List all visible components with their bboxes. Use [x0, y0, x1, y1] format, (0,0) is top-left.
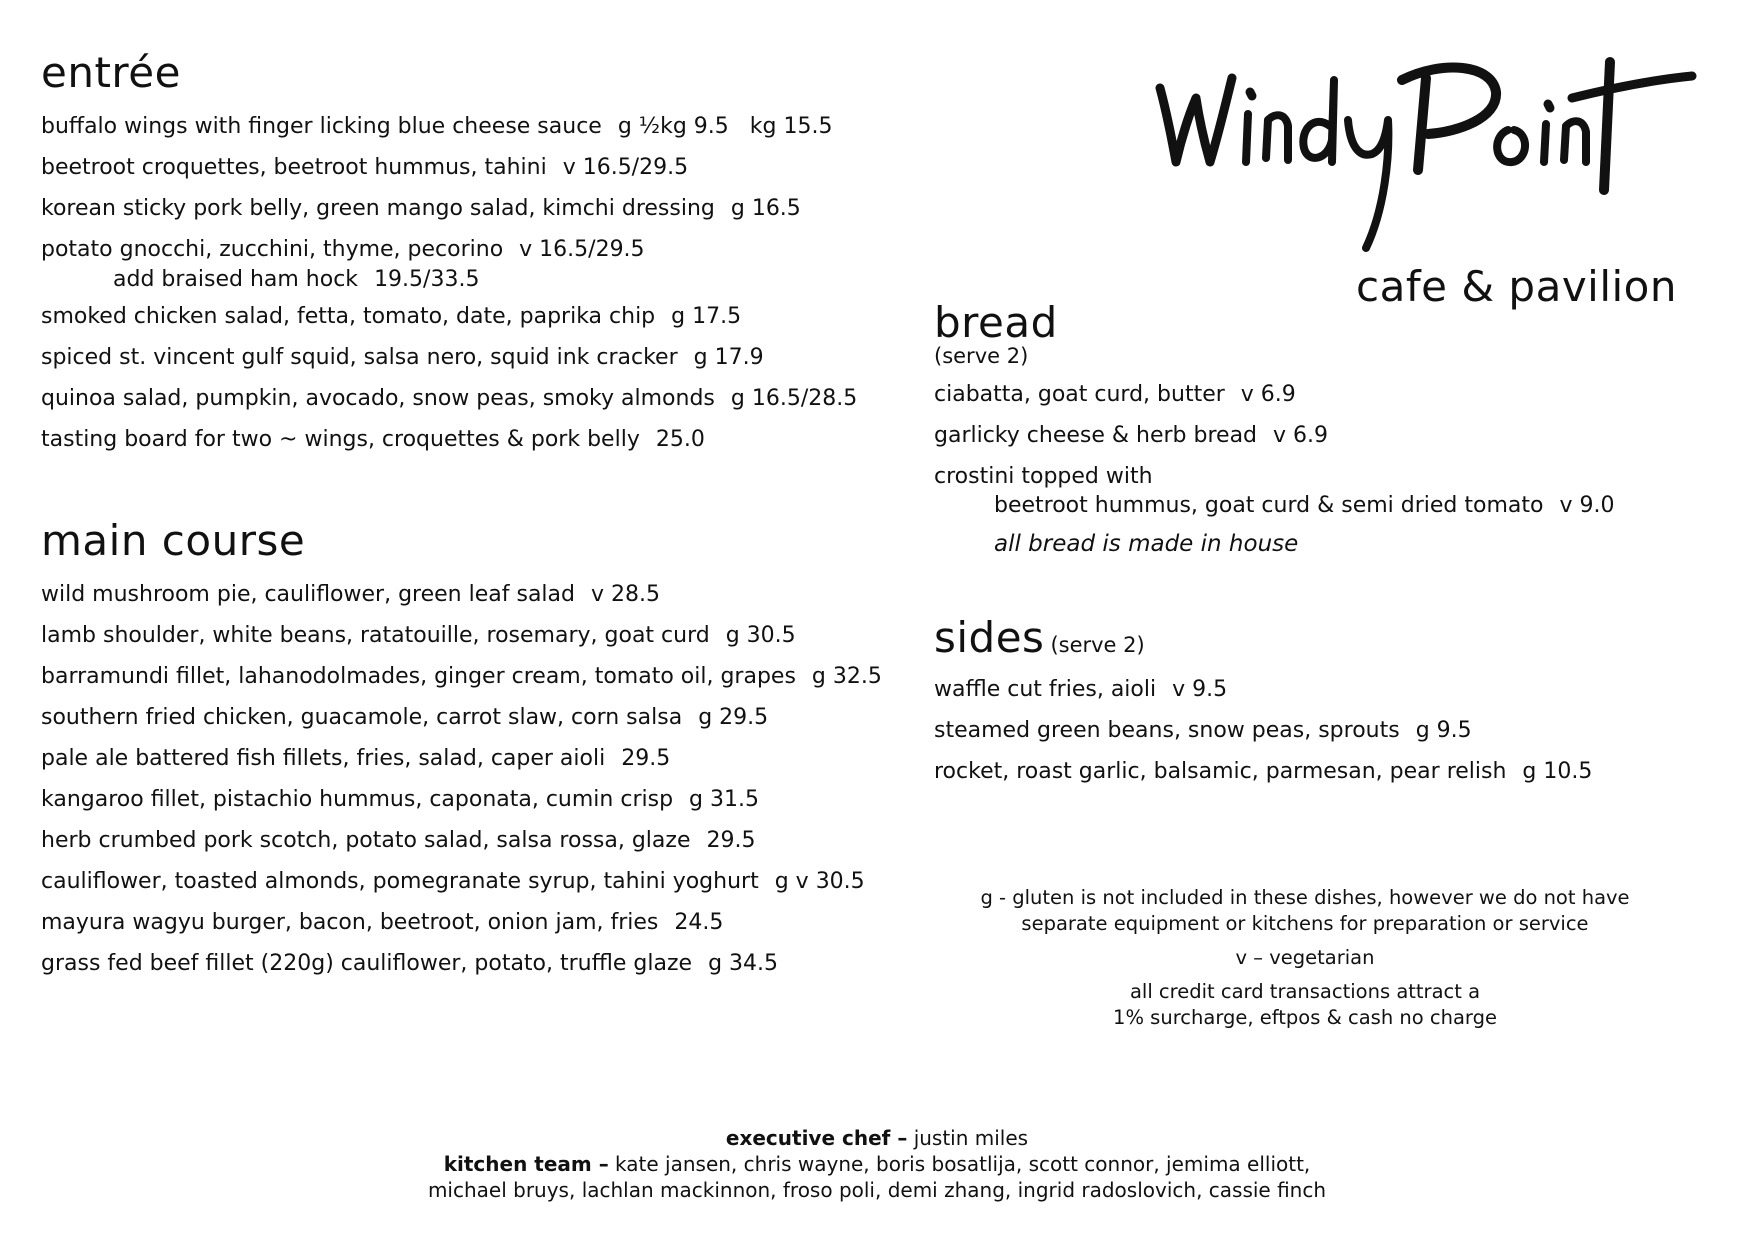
entree-title: entrée: [41, 48, 181, 97]
dish-price: g 17.5: [671, 304, 742, 330]
dish-price: g 32.5: [811, 664, 882, 690]
dish-price: v 6.9: [1273, 423, 1329, 449]
dish-name: pale ale battered fish fillets, fries, salad, caper aioli: [41, 746, 606, 772]
menu-item: [41, 147, 921, 188]
executive-chef-name: justin miles: [913, 1126, 1029, 1150]
menu-item: [41, 779, 921, 820]
dish-name: beetroot hummus, goat curd & semi dried tomato: [994, 493, 1544, 519]
dish-price: g 34.5: [708, 951, 779, 977]
dish-price: g 16.5: [730, 196, 801, 222]
sides-title: sides: [934, 613, 1045, 663]
bread-note: all bread is made in house: [994, 531, 1299, 558]
dish-name: herb crumbed pork scotch, potato salad, salsa rossa, glaze: [41, 828, 691, 854]
dish-name: beetroot croquettes, beetroot hummus, tahini: [41, 155, 547, 181]
sides-heading: [934, 615, 1714, 661]
brand-logo: [1152, 40, 1722, 310]
dish-price: g v 30.5: [774, 869, 865, 895]
right-column: [934, 300, 1714, 792]
addon-name: add braised ham hock: [113, 267, 359, 293]
dish-price: v 9.0: [1559, 493, 1615, 519]
dish-price: v 16.5/29.5: [519, 237, 645, 263]
menu-item: [41, 419, 921, 460]
dish-name: quinoa salad, pumpkin, avocado, snow peas, smoky almonds: [41, 386, 715, 412]
menu-item: [934, 751, 1714, 792]
dish-price: g 16.5/28.5: [730, 386, 858, 412]
executive-chef-label: executive chef –: [725, 1126, 908, 1150]
bread-serve-note: (serve 2): [934, 344, 1029, 369]
dish-price: v 16.5/29.5: [562, 155, 689, 181]
menu-item: [934, 710, 1714, 751]
menu-item: [41, 943, 921, 984]
dish-name: lamb shoulder, white beans, ratatouille, rosemary, goat curd: [41, 623, 710, 649]
menu-item: [41, 656, 921, 697]
dish-name: mayura wagyu burger, bacon, beetroot, onion jam, fries: [41, 910, 659, 936]
dish-price: v 9.5: [1172, 677, 1228, 703]
dish-name: korean sticky pork belly, green mango salad, kimchi dressing: [41, 196, 715, 222]
menu-item: [41, 820, 921, 861]
vegetarian-note: v – vegetarian: [1235, 946, 1375, 969]
menu-item: [934, 374, 1714, 415]
bread-title: bread: [934, 298, 1058, 347]
windy-point-script-logo: [1152, 40, 1722, 260]
main-course-title: main course: [41, 516, 306, 566]
menu-item: [934, 669, 1714, 710]
surcharge-note: [930, 979, 1680, 1031]
gluten-note-line1: g - gluten is not included in these dishes, however we do not have: [980, 886, 1630, 909]
gluten-note-line2: separate equipment or kitchens for preparation or service: [1021, 912, 1589, 935]
addon-price: 19.5/33.5: [374, 267, 480, 293]
kitchen-credits: [0, 1125, 1754, 1203]
menu-item: [41, 188, 921, 229]
main-course-section: [41, 518, 921, 984]
dish-name: grass fed beef fillet (220g) cauliflower, potato, truffle glaze: [41, 951, 693, 977]
dish-name: cauliflower, toasted almonds, pomegranate syrup, tahini yoghurt: [41, 869, 759, 895]
dish-name: wild mushroom pie, cauliflower, green leaf salad: [41, 582, 575, 608]
surcharge-note-line1: all credit card transactions attract a: [1129, 980, 1481, 1003]
menu-item: [41, 574, 921, 615]
surcharge-note-line2: 1% surcharge, eftpos & cash no charge: [1113, 1006, 1497, 1029]
menu-item: [41, 378, 921, 419]
dish-name: tasting board for two ~ wings, croquettes & pork belly: [41, 427, 640, 453]
entree-section: [41, 50, 921, 460]
dish-price: g 10.5: [1522, 759, 1593, 785]
logo-subtitle: cafe & pavilion: [1356, 262, 1677, 311]
dish-name: smoked chicken salad, fetta, tomato, date, paprika chip: [41, 304, 656, 330]
left-column: [41, 50, 921, 984]
dish-name: ciabatta, goat curd, butter: [934, 382, 1225, 408]
menu-item: [41, 106, 921, 147]
bread-section: [934, 300, 1714, 557]
dish-name: kangaroo fillet, pistachio hummus, caponata, cumin crisp: [41, 787, 674, 813]
sides-section: [934, 615, 1714, 792]
dish-name: spiced st. vincent gulf squid, salsa nero, squid ink cracker: [41, 345, 678, 371]
menu-item: [41, 738, 921, 779]
dish-price: 29.5: [706, 828, 756, 854]
dish-price: v 6.9: [1240, 382, 1296, 408]
dish-name: barramundi fillet, lahanodolmades, ginger cream, tomato oil, grapes: [41, 664, 796, 690]
dish-name: waffle cut fries, aioli: [934, 677, 1157, 703]
dietary-legend: [930, 885, 1680, 1039]
dish-name: garlicky cheese & herb bread: [934, 423, 1258, 449]
menu-item: [41, 861, 921, 902]
executive-chef-line: [0, 1125, 1754, 1151]
kitchen-team-names-1: kate jansen, chris wayne, boris bosatlija, scott connor, jemima elliott,: [615, 1152, 1311, 1176]
menu-item: [41, 337, 921, 378]
dish-price: g 17.9: [693, 345, 764, 371]
dish-price: g 30.5: [725, 623, 796, 649]
dish-name: southern fried chicken, guacamole, carrot slaw, corn salsa: [41, 705, 683, 731]
gluten-note: [930, 885, 1680, 937]
dish-name: crostini topped with: [934, 464, 1153, 490]
dish-price: g 29.5: [698, 705, 769, 731]
kitchen-team-label: kitchen team –: [443, 1152, 609, 1176]
menu-item: [41, 697, 921, 738]
dish-name: potato gnocchi, zucchini, thyme, pecorino: [41, 237, 504, 263]
menu-item: [41, 902, 921, 943]
dish-name: buffalo wings with finger licking blue cheese sauce: [41, 114, 602, 140]
menu-item: [934, 415, 1714, 456]
dish-price: v 28.5: [590, 582, 660, 608]
dish-price: 24.5: [674, 910, 724, 936]
dish-price: g 9.5: [1415, 718, 1472, 744]
dish-name: rocket, roast garlic, balsamic, parmesan, pear relish: [934, 759, 1507, 785]
dish-name: steamed green beans, snow peas, sprouts: [934, 718, 1400, 744]
menu-item-detail: [934, 491, 1714, 521]
menu-item: [41, 615, 921, 656]
kitchen-team-line: [0, 1151, 1754, 1177]
dish-price: 29.5: [621, 746, 671, 772]
dish-price: g 31.5: [689, 787, 759, 813]
dish-price: 25.0: [655, 427, 705, 453]
menu-item: [41, 296, 921, 337]
sides-serve-note: (serve 2): [1050, 633, 1145, 658]
kitchen-team-names-2: michael bruys, lachlan mackinnon, froso poli, demi zhang, ingrid radoslovich, cassie finch: [427, 1178, 1327, 1202]
dish-price: g ½kg 9.5 kg 15.5: [617, 114, 833, 140]
